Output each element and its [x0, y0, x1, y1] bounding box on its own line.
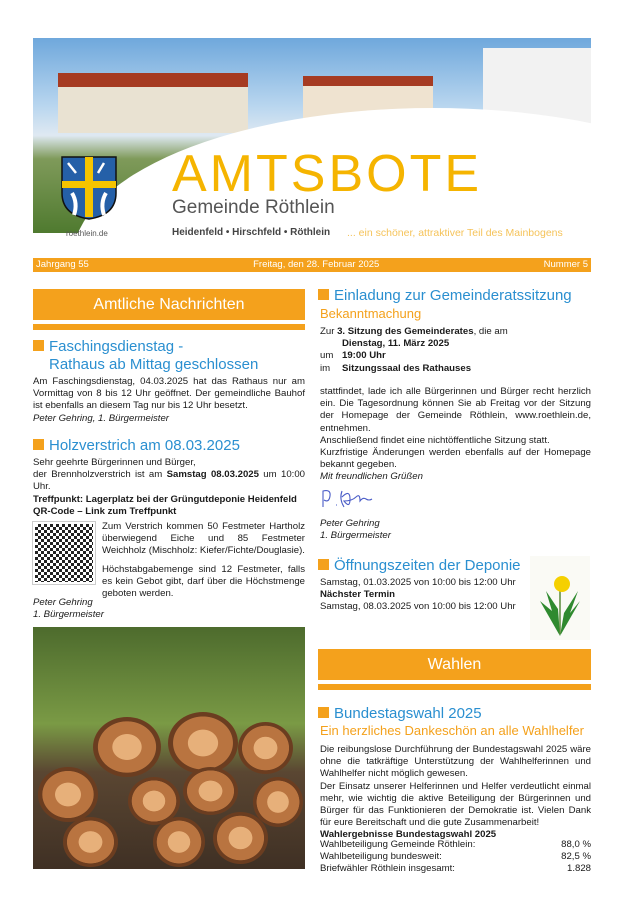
result-row: Wahlbeteiligung Gemeinde Röthlein: 88,0 %: [320, 839, 591, 850]
section-wahlen: Wahlen: [318, 649, 591, 680]
einladung-signature: Peter Gehring 1. Bürgermeister: [320, 518, 391, 542]
deponie-times: Samstag, 01.03.2025 von 10:00 bis 12:00 Uhr Nächster Termin Samstag, 08.03.2025 von 10:00 bis 12:00 Uhr: [320, 577, 516, 613]
dandelion-illustration: [530, 556, 590, 640]
issue-date: Freitag, den 28. Februar 2025: [253, 259, 380, 270]
wahl-results: [320, 839, 591, 876]
fasching-heading: Faschingsdienstag - Rathaus ab Mittag geschlossen: [33, 338, 258, 374]
result-row: Wahlbeteiligung bundesweit: 82,5 %: [320, 851, 591, 863]
section-rule: [33, 324, 305, 330]
masthead-title: AMTSBOTE: [172, 145, 483, 203]
einladung-details: Zur 3. Sitzung des Gemeinderates, die am Dienstag, 11. März 2025 um 19:00 Uhr im Sitzungssaal des Rathauses: [320, 326, 508, 374]
bullet-square-icon: [33, 439, 44, 450]
bullet-square-icon: [318, 289, 329, 300]
bullet-square-icon: [318, 707, 329, 718]
issue-volume: Jahrgang 55: [36, 259, 89, 270]
holz-signature: Peter Gehring 1. Bürgermeister: [33, 597, 104, 621]
handwritten-signature: [320, 485, 375, 513]
wahl-body: Die reibungslose Durchführung der Bundestagswahl 2025 wäre ohne die tatkräftige Unterstützung der Wahlhelferinnen und Wahlhelfer nicht möglich gewesen. Der Einsatz unserer Helferinnen und Helfer verdeutlicht einmal mehr, wie wichtig die aktive Beteiligung der Bürgerinnen und Bürger für das Funktionieren der Demokratie ist. Vielen Dank für eure Bereitschaft und die gute Zusammenarbeit! Wahlergebnisse Bundestagswahl 2025: [320, 744, 591, 841]
website-label: roethlein.de: [66, 229, 108, 238]
masthead-places: Heidenfeld • Hirschfeld • Röthlein: [172, 227, 331, 238]
result-row: Briefwähler Röthlein insgesamt: 1.828: [320, 863, 591, 875]
masthead-subtitle: Gemeinde Röthlein: [172, 197, 335, 218]
wahl-heading: Bundestagswahl 2025: [318, 705, 482, 723]
section-rule: [318, 684, 591, 690]
holz-intro: Sehr geehrte Bürgerinnen und Bürger, der Brennholzverstrich ist am Samstag 08.03.2025 um 10:00 Uhr. Treffpunkt: Lagerplatz bei der Grüngutdeponie Heidenfeld QR-Code – Link zum Treffpunkt: [33, 457, 305, 517]
wahl-subheading: Ein herzliches Dankeschön an alle Wahlhelfer: [320, 723, 584, 738]
section-amtliche-nachrichten: Amtliche Nachrichten: [33, 289, 305, 320]
einladung-body: stattfindet, lade ich alle Bürgerinnen und Bürger recht herzlich ein. Die Tagesordnung können Sie ab Freitag vor der Sitzung der Homepage der Gemeinde Röthlein, www.roethlein.de, entnehmen. Anschließend findet eine nichtöffentliche Sitzung statt. Kurzfristige Änderungen werden ebenfalls auf der Homepage bekannt gegeben. Mit freundlichen Grüßen: [320, 386, 591, 483]
qr-code-treffpunkt[interactable]: [33, 522, 95, 584]
masthead-slogan: ... ein schöner, attraktiver Teil des Mainbogens: [347, 227, 563, 239]
issue-band: [33, 258, 591, 272]
bullet-square-icon: [33, 340, 44, 351]
issue-number: Nummer 5: [543, 259, 588, 270]
deponie-heading: Öffnungszeiten der Deponie: [318, 557, 521, 575]
holz-heading: Holzverstrich am 08.03.2025: [33, 437, 240, 455]
fasching-body: Am Faschingsdienstag, 04.03.2025 hat das Rathaus nur am Vormittag von 8 bis 12 Uhr geöffnet. Der gemeindliche Bauhof ist ebenfalls an diesem Tag nur bis 12 Uhr besetzt. Peter Gehring, 1. Bürgermeister: [33, 376, 305, 424]
holz-details: Zum Verstrich kommen 50 Festmeter Hartholz überwiegend Eiche und 85 Festmeter Weichholz (Mischholz: Kiefer/Fichte/Douglasie). Höchstabgabemenge sind 12 Festmeter, falls es kein Gebot gibt, darf über die Höchstmenge geboten werden.: [102, 521, 305, 600]
einladung-subheading: Bekanntmachung: [320, 306, 422, 321]
firewood-photo: [33, 627, 305, 869]
einladung-heading: Einladung zur Gemeinderatssitzung: [318, 287, 572, 305]
bullet-square-icon: [318, 559, 329, 570]
coat-of-arms-logo: [60, 155, 118, 221]
